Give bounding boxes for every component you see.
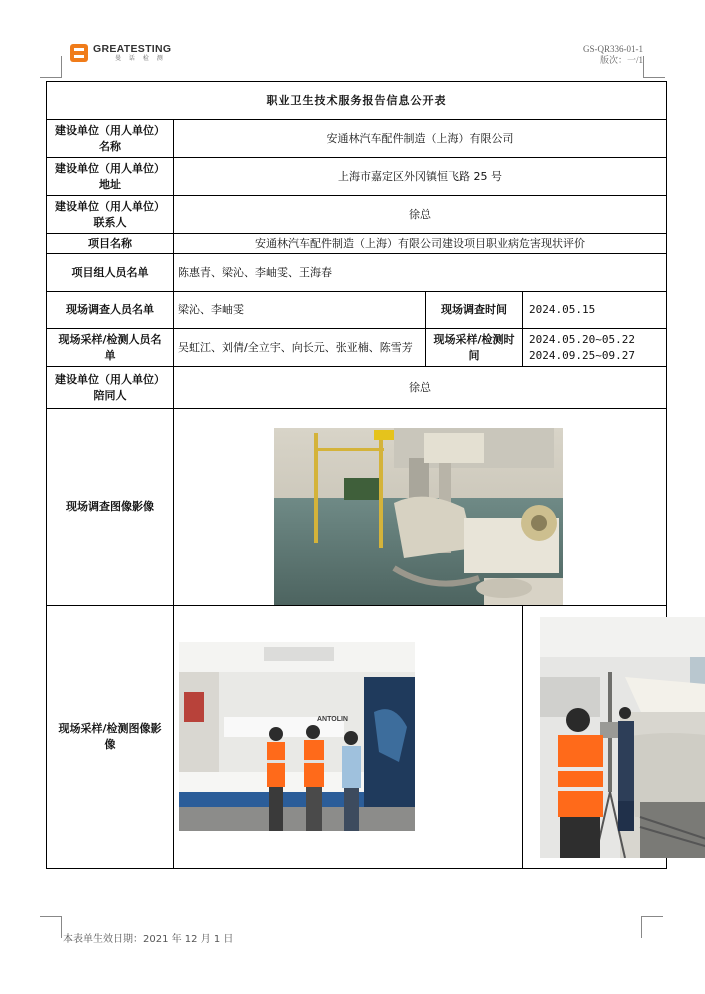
companion-label: 建设单位（用人单位）陪同人 [47,367,174,409]
crop-mark-bottom-left [40,916,62,938]
companion-value: 徐总 [174,367,667,409]
sampling-time-first: 2024.05.20~05.22 [529,332,635,346]
company-logo [70,43,171,63]
survey-image-cell [174,409,667,606]
unit-address-value: 上海市嘉定区外冈镇恒飞路 25 号 [174,158,667,196]
sampling-time-second: 2024.09.25~09.27 [529,348,635,362]
reception-sign-text: ANTOLIN [317,716,348,723]
document-code-block [583,44,643,66]
sampling-time-value [523,329,667,367]
document-version: 版次：一/1 [599,55,643,65]
document-code: GS-QR336-01-1 [583,44,643,54]
effective-date: 本表单生效日期：2021 年 12 月 1 日 [63,934,234,945]
survey-time-value: 2024.05.15 [523,292,667,329]
crop-mark-top-right [643,56,665,78]
disclosure-form-table [46,81,667,869]
sampling-image-cell-left [174,606,523,869]
sampling-photo-workshop [540,617,705,858]
form-title: 职业卫生技术服务报告信息公开表 [47,82,667,120]
unit-address-label: 建设单位（用人单位）地址 [47,158,174,196]
logo-chinese: 曼 话 检 测 [115,55,166,63]
logo-icon [70,44,88,62]
sampling-time-label: 现场采样/检测时间 [426,329,523,367]
survey-staff-label: 现场调查人员名单 [47,292,174,329]
unit-name-value: 安通林汽车配件制造（上海）有限公司 [174,120,667,158]
sampling-image-label: 现场采样/检测图像影像 [47,606,174,869]
sampling-staff-value: 吴虹江、刘倩/全立宇、向长元、张亚楠、陈雪芳 [174,329,426,367]
crop-mark-bottom-right [641,916,663,938]
project-name-label: 项目名称 [47,234,174,254]
unit-name-label: 建设单位（用人单位）名称 [47,120,174,158]
survey-photo-machinery [274,428,563,605]
crop-mark-top-left [40,56,62,78]
team-label: 项目组人员名单 [47,254,174,292]
survey-time-label: 现场调查时间 [426,292,523,329]
sampling-photo-reception [179,642,415,831]
contact-value: 徐总 [174,196,667,234]
team-value: 陈惠青、梁沁、李岫雯、王海春 [174,254,667,292]
logo-english: GREATESTING [93,42,172,55]
survey-image-label: 现场调查图像影像 [47,409,174,606]
survey-staff-value: 梁沁、李岫雯 [174,292,426,329]
sampling-staff-label: 现场采样/检测人员名单 [47,329,174,367]
project-name-value: 安通林汽车配件制造（上海）有限公司建设项目职业病危害现状评价 [174,234,667,254]
contact-label: 建设单位（用人单位）联系人 [47,196,174,234]
sampling-image-cell-right [523,606,667,869]
